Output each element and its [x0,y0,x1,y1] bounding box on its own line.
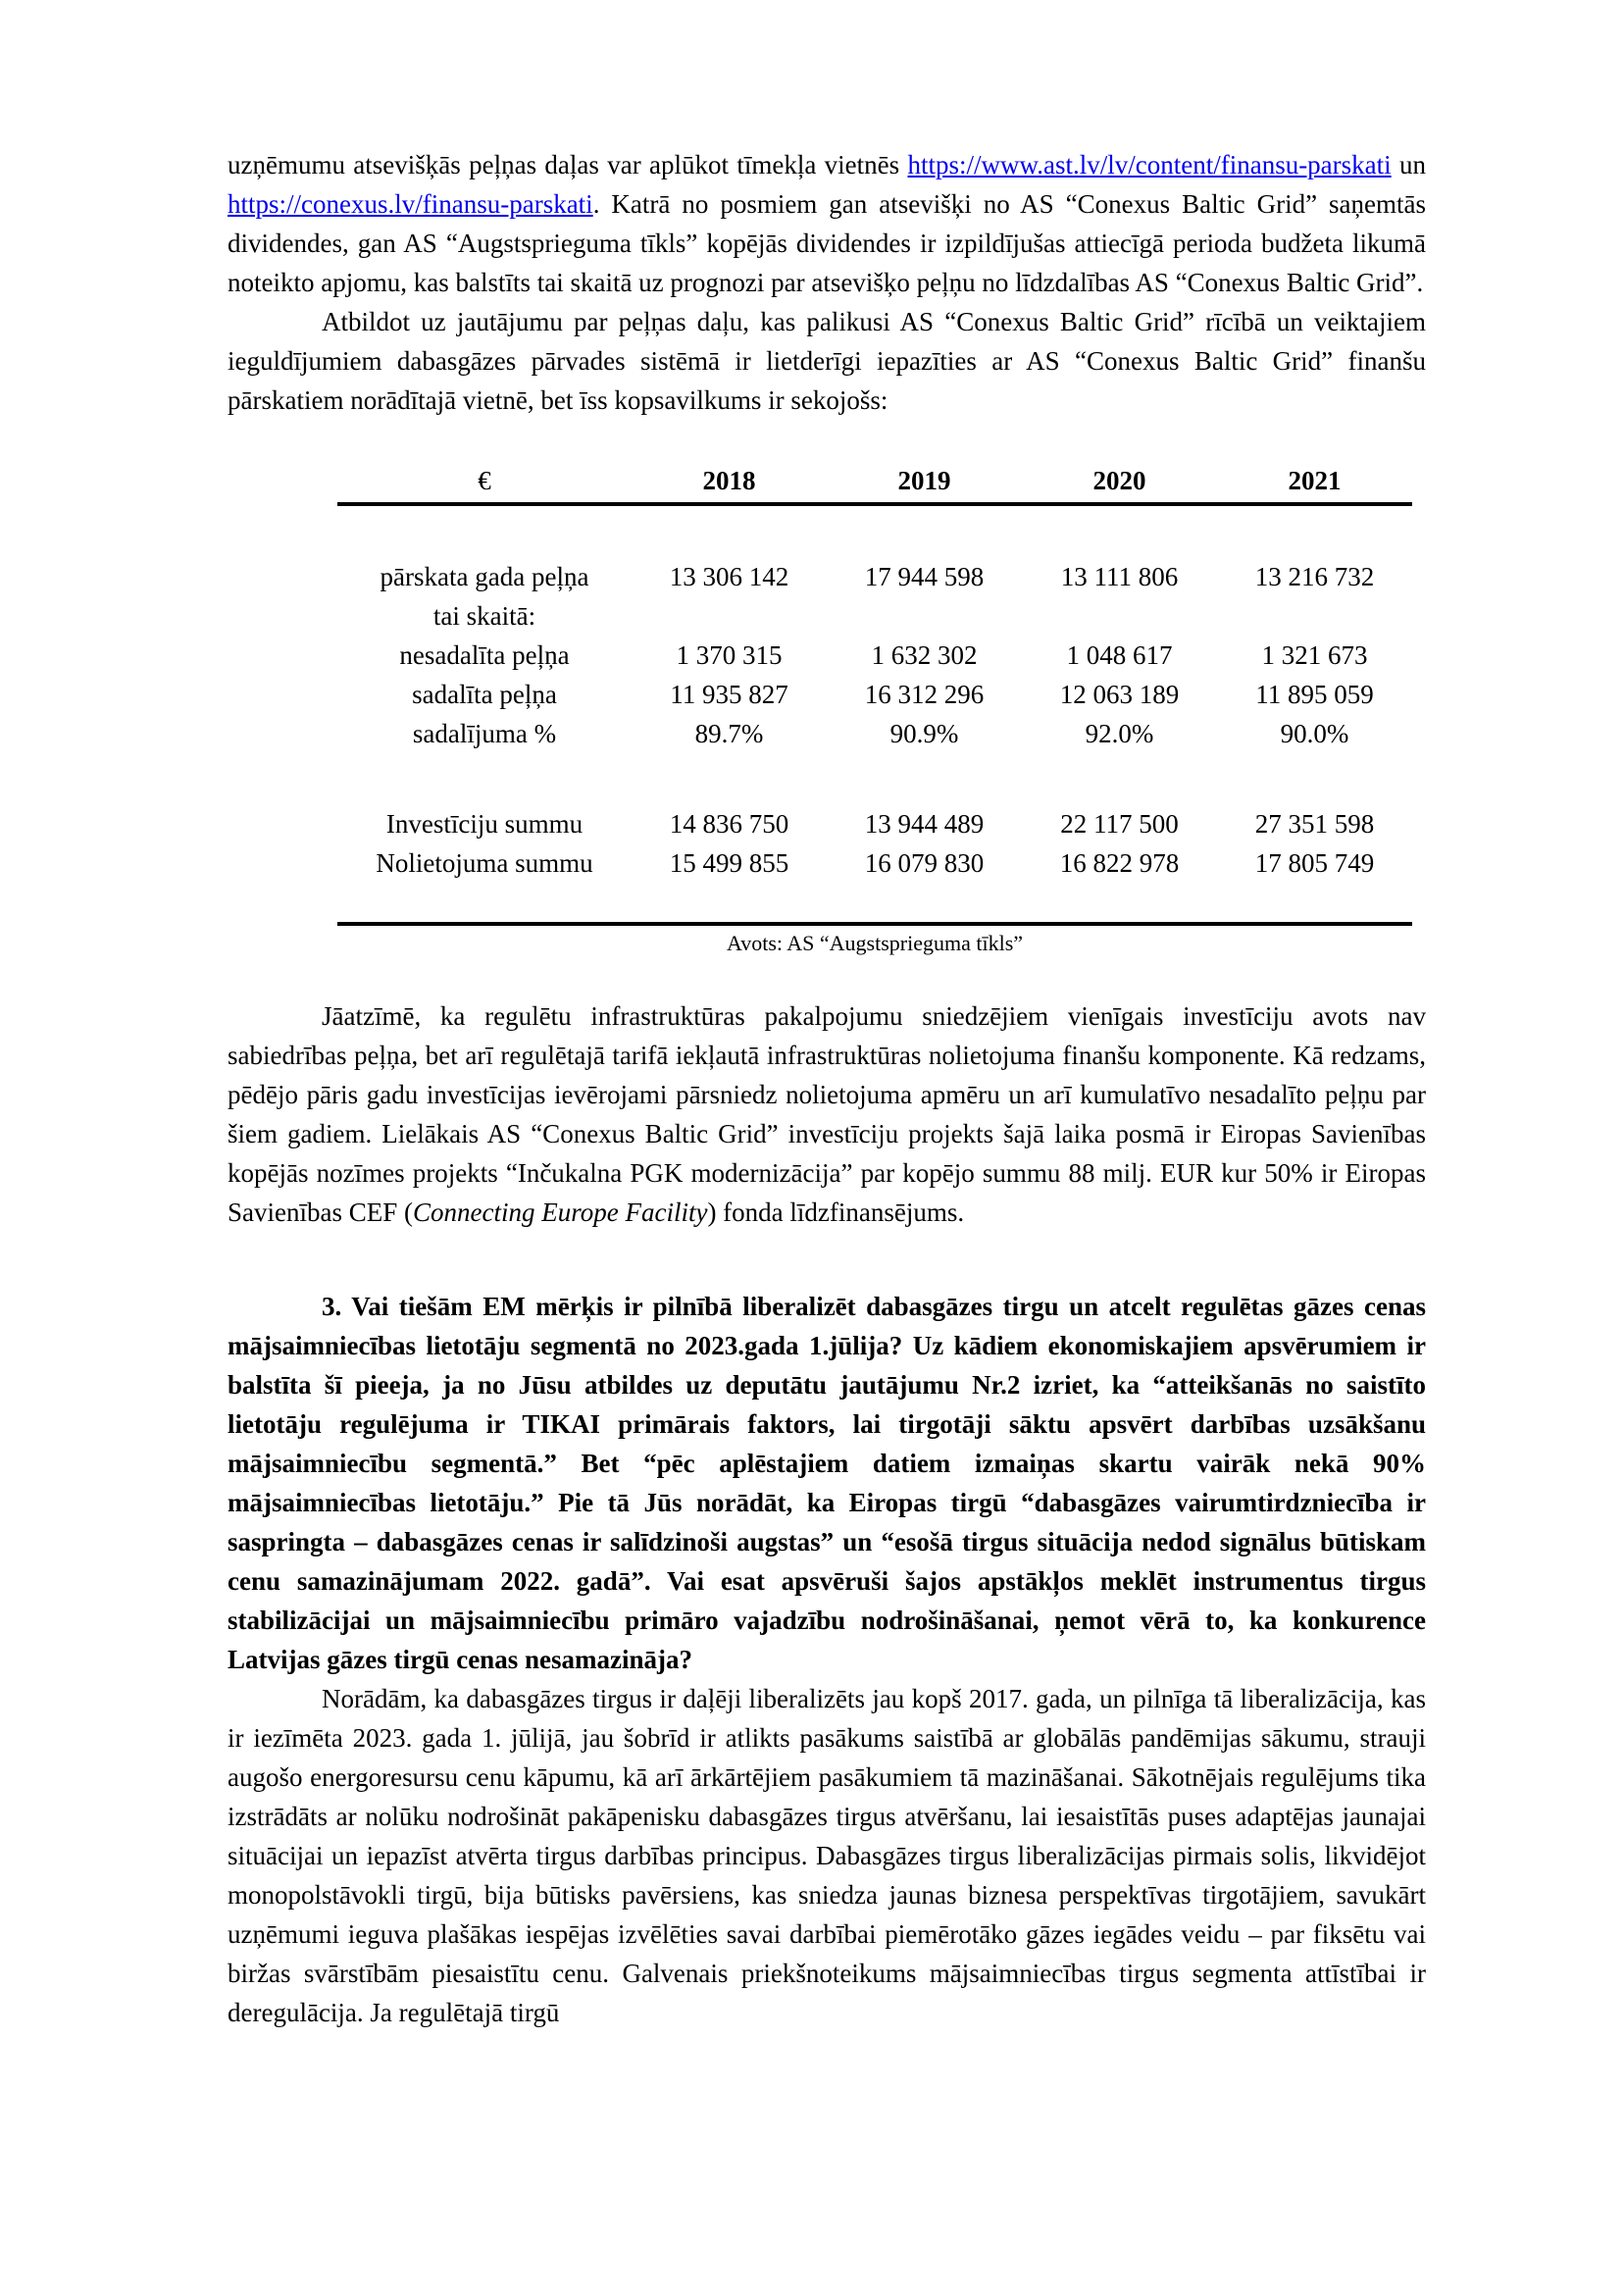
question-3: 3. Vai tiešām EM mērķis ir pilnībā liberalizēt dabasgāzes tirgu un atcelt regulētas gāzes cenas mājsaimniecības lietotāju segmentā no 2023.gada 1.jūlija? Uz kādiem ekonomiskajiem apsvērumiem ir balstīta šī pieeja, ja no Jūsu atbildes uz deputātu jautājumu Nr.2 izriet, ka “atteikšanās no saistīto lietotāju regulējuma ir TIKAI primārais faktors, lai tirgotāji sāktu apsvērt darbības uzsākšanu mājsaimniecību segmentā.” Bet “pēc aplēstajiem datiem izmaiņas skartu vairāk nekā 90% mājsaimniecības lietotāju.” Pie tā Jūs norādāt, ka Eiropas tirgū “dabasgāzes vairumtirdzniecība ir saspringta – dabasgāzes cenas ir salīdzinoši augstas” un “esošā tirgus situācija nedod signālus būtiskam cenu samazinājumam 2022. gadā”. Vai esat apsvēruši šajos apstākļos meklēt instrumentus tirgus stabilizācijai un mājsaimniecību primāro vajadzību nodrošināšanai, ņemot vērā to, ka konkurence Latvijas gāzes tirgū cenas nesamazināja? [228,1292,1426,1674]
year-header: 2019 [827,461,1022,504]
cell: 89.7% [694,719,764,748]
intro-paragraph [228,145,1426,302]
cell: 16 312 296 [864,680,985,709]
cell: 1 321 673 [1261,640,1368,670]
row-label: pārskata gada peļņa [380,562,589,591]
cell: 90.9% [889,719,959,748]
answer-paragraph: Atbildot uz jautājumu par peļņas daļu, kas palikusi AS “Conexus Baltic Grid” rīcībā un veiktajiem ieguldījumiem dabasgāzes pārvades sistēmā ir lietderīgi iepazīties ar AS “Conexus Baltic Grid” finanšu pārskatiem norādītajā vietnē, bet īss kopsavilkums ir sekojošs: [228,307,1426,415]
note-text: Jāatzīmē, ka regulētu infrastruktūras pakalpojumu sniedzējiem vienīgais investīciju avots nav sabiedrības peļņa, bet arī regulētajā tarifā iekļautā infrastruktūras nolietojuma finanšu komponente. Kā redzams, pēdējo pāris gadu investīcijas ievērojami pārsniedz nolietojuma apmēru un arī kumulatīvo nesadalīto peļņu par šiem gadiem. Lielākais AS “Conexus Baltic Grid” investīciju projekts šajā laika posmā ir Eiropas Savienības kopējās nozīmes projekts “Inčukalna PGK modernizācija” par kopējo summu 88 milj. EUR kur 50% ir Eiropas Savienības CEF ( [228,1001,1426,1227]
table-header-row [337,461,1412,504]
answer-3: Norādām, ka dabasgāzes tirgus ir daļēji liberalizēts jau kopš 2017. gada, un pilnīga tā liberalizācija, kas ir iezīmēta 2023. gada 1. jūlijā, jau šobrīd ir atlikts pasākums saistībā ar globālās pandēmijas sākumu, strauji augošo energoresursu cenu kāpumu, kā arī ārkārtējiem pasākumiem tā mazināšanai. Sākotnējais regulējums tika izstrādāts ar nolūku nodrošināt pakāpenisku dabasgāzes tirgus atvēršanu, lai iesaistītās puses adaptējas jaunajai situācijai un iepazīst atvērta tirgus darbības principus. Dabasgāzes tirgus liberalizācijas pirmais solis, likvidējot monopolstāvokli tirgū, bija būtisks pavērsiens, kas sniedza jaunas biznesa perspektīvas tirgotājiem, savukārt uzņēmumi ieguva plašākas iespējas izvēlēties savai darbībai piemērotāko gāzes iegādes veidu – par fiksētu vai biržas svārstībām piesaistītu cenu. Galvenais priekšnoteikums mājsaimniecības tirgus segmenta attīstībai ir deregulācija. Ja regulētajā tirgū [228,1684,1426,2027]
cell: 12 063 189 [1059,680,1180,709]
row-label: tai skaitā: [432,601,536,631]
row-label: sadalījuma % [412,719,557,748]
cell: 13 216 732 [1254,562,1375,591]
intro-text-rest: . Katrā no posmiem gan atsevišķi no AS “Conexus Baltic Grid” saņemtās dividendes, gan AS “Augstsprieguma tīkls” kopējās dividendes ir izpildījušas attiecīgā perioda budžeta likumā noteikto apjomu, kas balstīts tai skaitā uz prognozi par atsevišķo peļņu no līdzdalības AS “Conexus Baltic Grid”. [228,189,1426,297]
cell: 14 836 750 [669,809,789,839]
cell: 92.0% [1085,719,1154,748]
row-label: nesadalīta peļņa [399,640,570,670]
financial-summary-table [337,461,1412,926]
cell: 1 048 617 [1066,640,1173,670]
cell: 11 935 827 [670,680,788,709]
table-row-of-which [337,596,1412,636]
note-italic: Connecting Europe Facility [413,1198,708,1227]
note-paragraph [228,996,1426,1232]
row-label: sadalīta peļņa [412,680,557,709]
note-text-end: ) fonda līdzfinansējums. [707,1198,965,1227]
cell: 13 111 806 [1060,562,1179,591]
table-row-undistributed [337,636,1412,675]
cell: 22 117 500 [1060,809,1179,839]
cell: 17 944 598 [864,562,985,591]
cell: 13 306 142 [669,562,789,591]
table-row-investments [337,804,1412,843]
table-row-distributed [337,675,1412,714]
intro-text: uzņēmumu atsevišķās peļņas daļas var aplūkot tīmekļa vietnēs [228,150,908,179]
cell: 90.0% [1280,719,1349,748]
cell: 15 499 855 [669,848,789,878]
table-row-distribution-pct [337,714,1412,753]
table-row-profit [337,557,1412,596]
year-header: 2020 [1022,461,1217,504]
intro-text-and: un [1391,150,1426,179]
currency-header: € [337,461,632,504]
row-label: Nolietojuma summu [376,848,593,878]
year-header: 2021 [1217,461,1412,504]
cell: 13 944 489 [864,809,985,839]
row-label: Investīciju summu [385,809,584,839]
conexus-finance-link[interactable]: https://conexus.lv/finansu-parskati [228,189,593,219]
cell: 16 822 978 [1059,848,1180,878]
ast-finance-link[interactable]: https://www.ast.lv/lv/content/finansu-parskati [907,150,1392,179]
table-source: Avots: AS “Augstsprieguma tīkls” [726,931,1024,955]
cell: 27 351 598 [1254,809,1375,839]
cell: 1 370 315 [676,640,783,670]
cell: 1 632 302 [871,640,978,670]
year-header: 2018 [632,461,827,504]
cell: 16 079 830 [864,848,985,878]
cell: 11 895 059 [1255,680,1374,709]
cell: 17 805 749 [1254,848,1375,878]
table-row-depreciation [337,843,1412,883]
document-page [228,145,1426,2032]
